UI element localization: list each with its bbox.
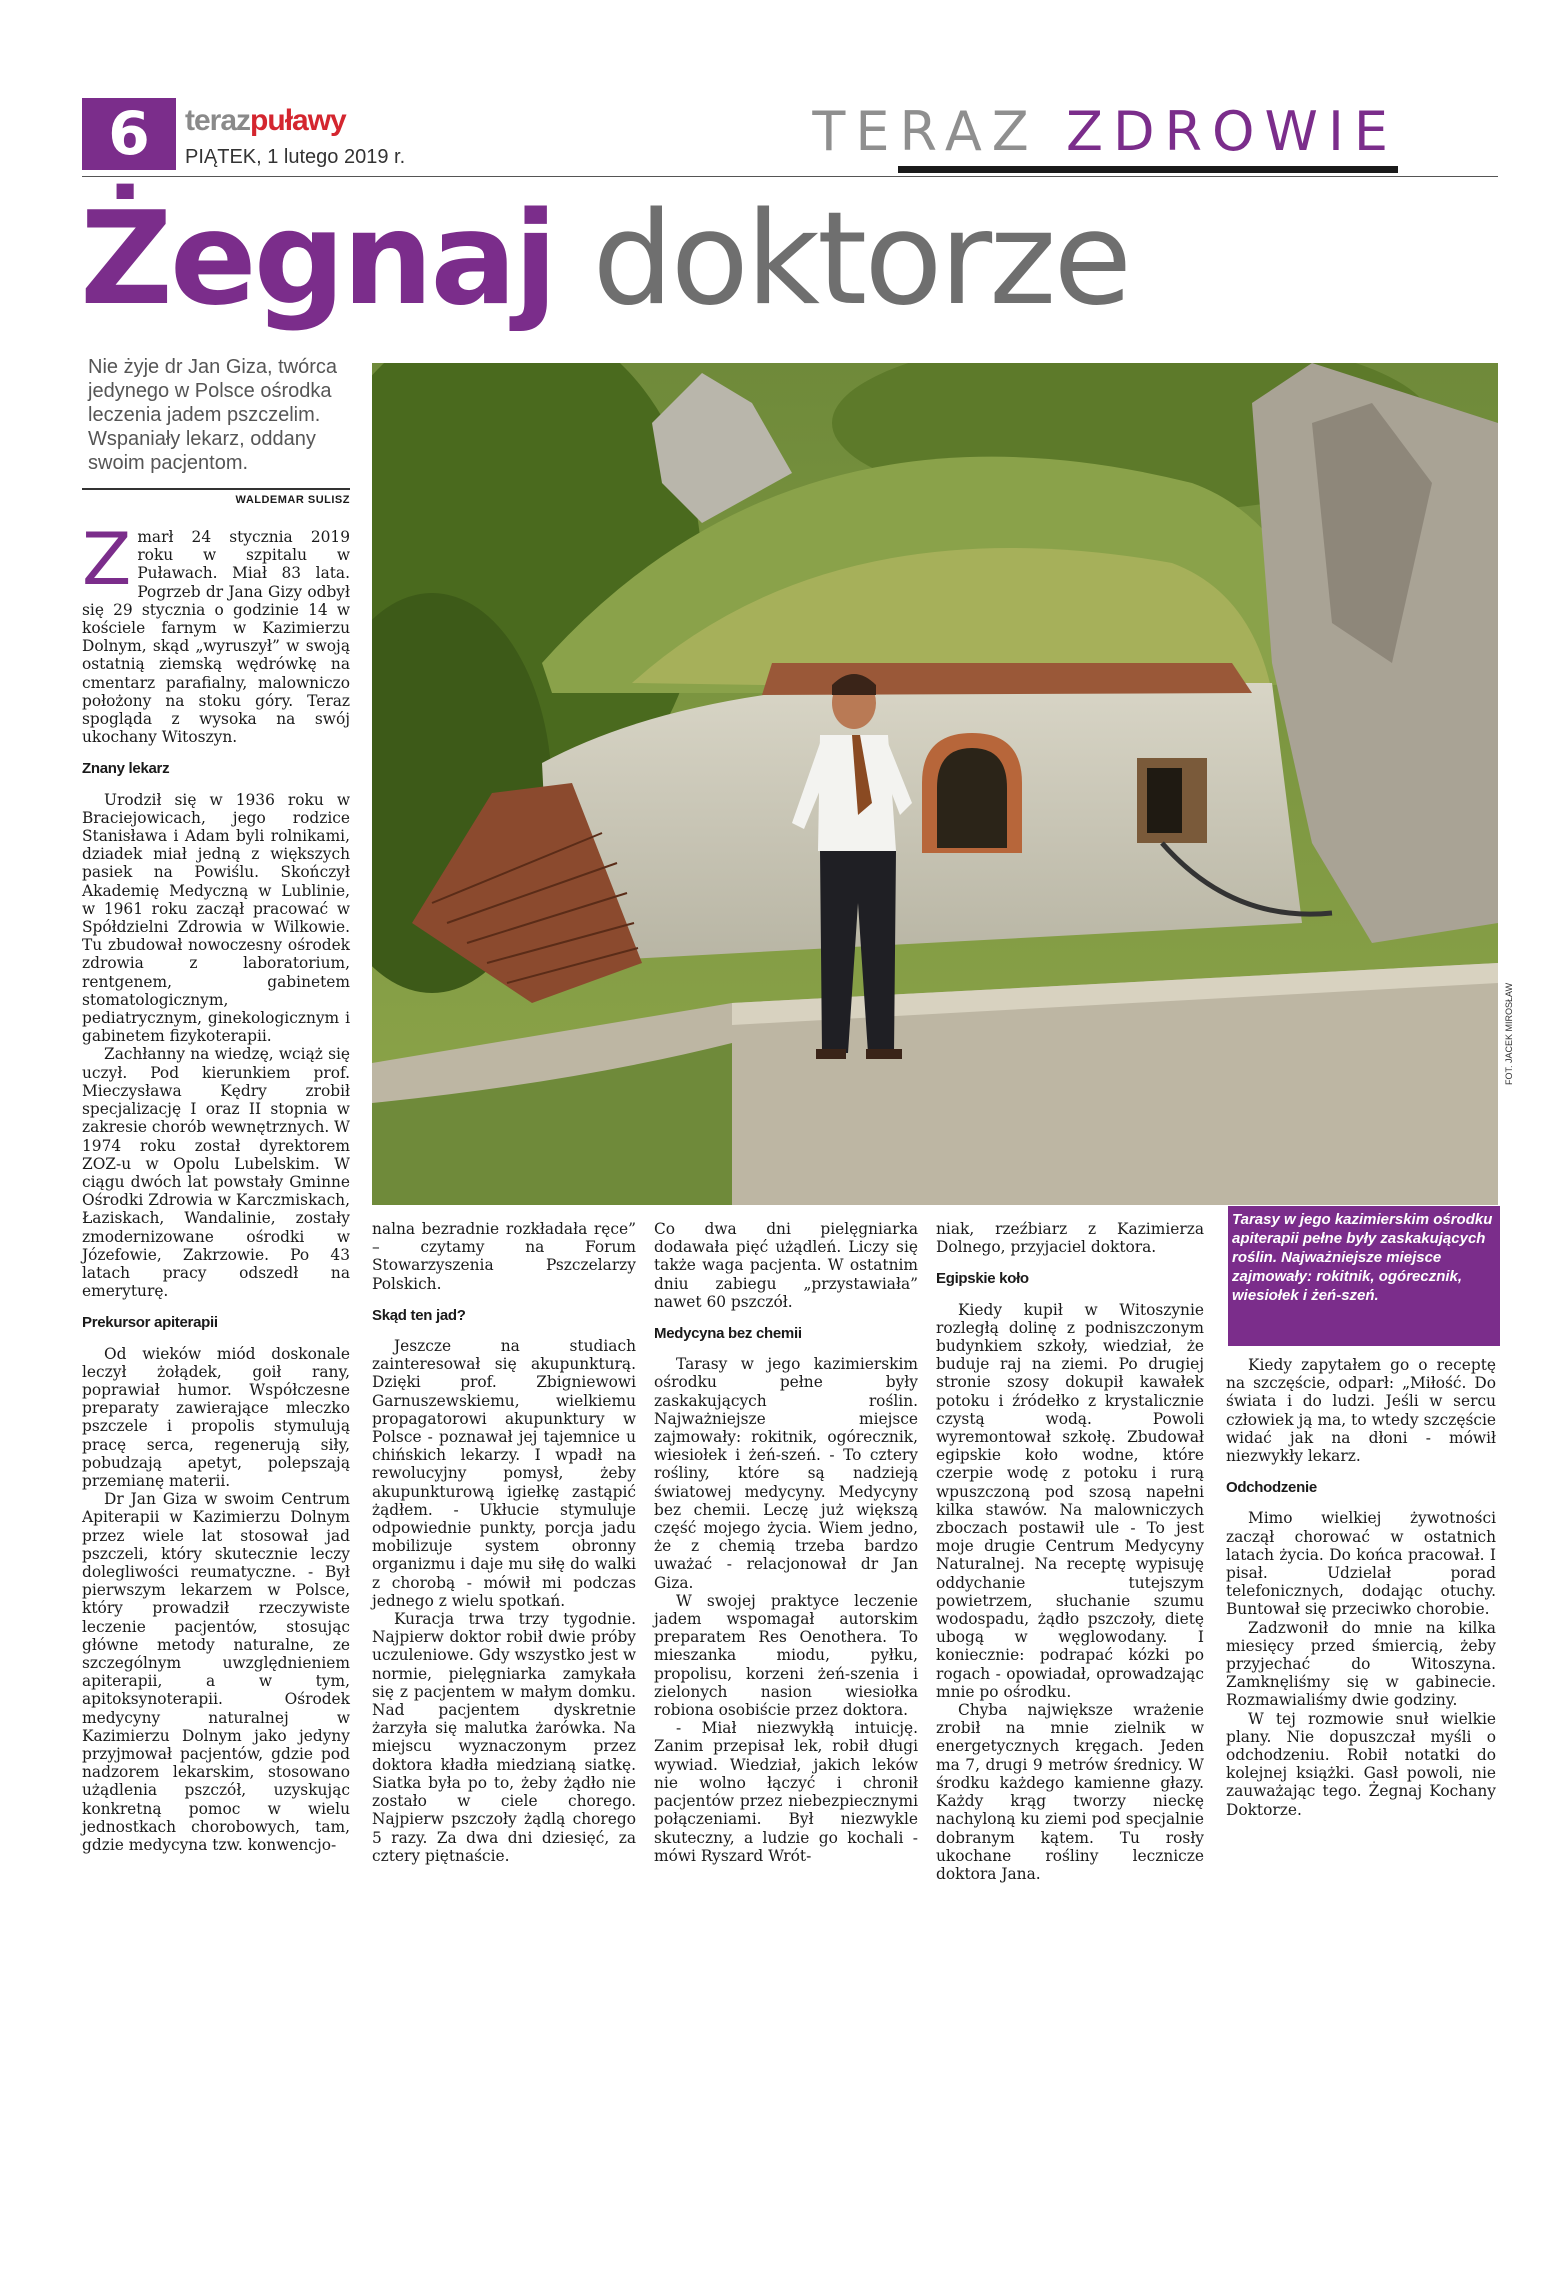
article-column-3: [654, 1220, 918, 1865]
paragraph: Zachłanny na wiedzę, wciąż się uczył. Pod kierunkiem prof. Mieczysława Kędry zrobił specjalizację I oraz II stopnia w zakresie chorób wewnętrznych. W 1974 roku został dyrektorem ZOZ-u w Opolu Lubelskim. W ciągu dwóch lat powstały Gminne Ośrodki Zdrowia w Karczmiskach, Łaziskach, Wandalinie, zostały zmodernizowane ośrodki w Józefowie, Zakrzowie. Po 43 latach pracy odszedł na emeryturę.: [82, 1045, 350, 1301]
subheading-znany: Znany lekarz: [82, 760, 170, 778]
paragraph: Chyba największe wrażenie zrobił na mnie zielnik w energetycznych kręgach. Jeden ma 7, drugi 9 metrów średnicy. W środku każdego kamienne głazy. Każdy krąg tworzy nieckę nachyloną ku ziemi pod specjalnie dobranym kątem. Tu rosły ukochane rośliny lecznicze doktora Jana.: [936, 1701, 1204, 1883]
section-title: [812, 100, 1398, 163]
brand-part1: teraz: [185, 104, 251, 137]
section-part1: TERAZ: [812, 100, 1039, 163]
paragraph: Kuracja trwa trzy tygodnie. Najpierw doktor robił dwie próby uczuleniowe. Gdy wszystko jest w normie, pielęgniarka zamykała się z pacjentem w małym domku. Nad pacjentem dyskretnie żarzyła się malutka żarówka. Na miejscu wyznaczonym przez doktora kładła miedzianą siatkę. Siatka była po to, żeby żądło nie zostało w ciele chorego. Najpierw pszczoły żądlą chorego 5 razy. Za dwa dni dziesięć, za cztery piętnaście.: [372, 1610, 636, 1865]
paragraph: Urodził się w 1936 roku w Braciejowicach, jego rodzice Stanisława i Adam byli rolnikami, dziadek miał jedną z większych pasiek na Powiślu. Skończył Akademię Medyczną w Lublinie, w 1961 roku zaczął pracować w Spółdzielni Zdrowia w Wilkowie. Tu zbudował nowoczesny ośrodek zdrowia z laboratorium, rentgenem, gabinetem stomatologicznym, pediatrycznym, ginekologicznym i gabinetem fizykoterapii.: [82, 790, 350, 1046]
article-column-2: [372, 1220, 636, 1865]
header-rule: [82, 176, 1498, 177]
article-column-1: [82, 517, 350, 1855]
paragraph: Mimo wielkiej żywotności zaczął chorować w ostatnich latach życia. Do końca pracował. I pisał. Udzielał porad telefonicznych, dodając otuchy. Buntował się przeciwko chorobie.: [1226, 1509, 1496, 1619]
paragraph: Dr Jan Giza w swoim Centrum Apiterapii w Kazimierzu Dolnym przez wiele lat stosował jad pszczeli, który skutecznie leczy dolegliwości reumatyczne. - Był pierwszym lekarzem w Polsce, który prowadził rzeczywiste leczenie pacjentów, stosując główne metody naturalne, ze szczególnym uwzględnieniem apiterapii, a w tym, apitoksynoterapii. Ośrodek medycyny naturalnej w Kazimierzu Dolnym jako jedyny przyjmował pacjentów, gdzie pod nadzorem lekarskim, stosowano użądlenia pszczół, uzyskując konkretną pomoc w wielu jednostkach chorobowych, tam, gdzie medycyna tzw. konwencjo-: [82, 1490, 350, 1855]
lead-rule: [82, 488, 350, 490]
photo-credit: FOT. JACEK MIROSŁAW: [1504, 982, 1514, 1085]
paragraph: Kiedy kupił w Witoszynie rozległą dolinę z podniszczonym budynkiem szkoły, wiedział, że buduje raj na ziemi. Po drugiej stronie szosy dokupił kawałek potoku i źródełko z krystalicznie czystą wodą. Powoli wyremontował szkołę. Zbudował egipskie koło wodne, które czerpie wodę z potoku i rurą wpuszczoną pod szosą napełni kilka stawów. Na malowniczych zboczach postawił ule - To jest moje drugie Centrum Medycyny Naturalnej. Na receptę wypisuję oddychanie tutejszym powietrzem, słuchanie szumu wodospadu, żądło pszczoły, dietę ubogą w węglowodany. I koniecznie: podrapać kózki po rogach - opowiadał, oprowadzając mnie po ośrodku.: [936, 1300, 1204, 1701]
drop-cap: Z: [82, 517, 132, 601]
page-number: 6: [82, 98, 176, 170]
subheading-odchodzenie: Odchodzenie: [1226, 1479, 1317, 1497]
subheading-egipskie: Egipskie koło: [936, 1270, 1029, 1288]
photo-caption: Tarasy w jego kazimierskim ośrodku apiterapii pełne były zaskakujących roślin. Najważniejsze miejsce zajmowały: rokitnik, ogórecznik, wiesiołek i żeń-szeń.: [1228, 1206, 1500, 1346]
headline-part1: Żegnaj: [80, 185, 555, 334]
subheading-skad: Skąd ten jad?: [372, 1306, 466, 1324]
section-part2: ZDROWIE: [1065, 100, 1398, 163]
subheading-medycyna: Medycyna bez chemii: [654, 1325, 802, 1343]
paragraph: Od wieków miód doskonale leczył żołądek, goił rany, poprawiał humor. Współczesne preparaty zawierające mleczko pszczele i propolis stymulują pracę serca, regenerują siły, pobudzają apetyt, polepszają przemianę materii.: [82, 1344, 350, 1490]
article-column-4: [936, 1220, 1204, 1883]
section-underline: [898, 166, 1398, 173]
paragraph: - Miał niezwykłą intuicję. Zanim przepisał lek, robił długi wywiad. Wiedział, jakich leków nie wolno łączyć i chronił pacjentów przez niebezpiecznymi połączeniami. Był niezwykle skuteczny, a ludzie go kochali - mówi Ryszard Wrót-: [654, 1719, 918, 1865]
paragraph: Tarasy w jego kazimierskim ośrodku pełne były zaskakujących roślin. Najważniejsze miejsce zajmowały: rokitnik, ogórecznik, wiesiołek i żeń-szeń. - To cztery rośliny, które są nadzieją światowej medycyny. Medycyny bez chemii. Leczę już większą część mojego życia. Wiem jedno, że z chemią trzeba bardzo uważać - relacjonował dr Jan Giza.: [654, 1355, 918, 1592]
paragraph: W swojej praktyce leczenie jadem wspomagał autorskim preparatem Res Oenothera. To mieszanka miodu, pyłku, propolisu, korzeni żeń-szenia i zielonych nasion wiesiołka robiona osobiście przez doktora.: [654, 1591, 918, 1720]
article-headline: [80, 185, 1130, 334]
paragraph: niak, rzeźbiarz z Kazimierza Dolnego, przyjaciel doktora.: [936, 1220, 1204, 1257]
paragraph: Jeszcze na studiach zainteresował się akupunkturą. Dzięki prof. Zbigniewowi Garnuszewskiemu, wielkiemu propagatorowi akupunktury w Polsce - poznawał jej tajemnice u chińskich lekarzy. I wpadł na rewolucyjny pomysł, żeby akupunkturową igiełkę zastąpić żądłem. - Ukłucie stymuluje odpowiednie punkty, porcja jadu mobilizuje system obronny organizmu i daje mu siłę do walki z chorobą - mówił mi podczas jednego z wielu spotkań.: [372, 1337, 636, 1610]
paragraph: nalna bezradnie rozkładała ręce” – czytamy na Forum Stowarzyszenia Pszczelarzy Polskich.: [372, 1220, 636, 1293]
intro-paragraph: [82, 517, 350, 747]
paragraph: Co dwa dni pielęgniarka dodawała pięć użądleń. Liczy się także waga pacjenta. W ostatnim dniu zabiegu „przystawiała” nawet 60 pszczół.: [654, 1220, 918, 1311]
photo-doctor-at-stone-house: [372, 363, 1498, 1205]
headline-part2: doktorze: [592, 185, 1130, 334]
intro-text: marł 24 stycznia 2019 roku w szpitalu w Puławach. Miał 83 lata. Pogrzeb dr Jana Gizy odbył się 29 stycznia o godzinie 14 w kościele farnym w Kazimierzu Dolnym, skąd „wyruszył” w swoją ostatnią ziemską wędrówkę na cmentarz parafialny, malowniczo położony na stoku góry. Teraz spogląda z wysoka na swój ukochany Witoszyn.: [82, 528, 350, 747]
newspaper-logo: [185, 104, 346, 138]
paragraph: Zadzwonił do mnie na kilka miesięcy przed śmiercią, żeby przyjechać do Witoszyna. Zamknęliśmy się w gabinecie. Rozmawialiśmy dwie godziny.: [1226, 1618, 1496, 1710]
article-photo: [372, 363, 1498, 1205]
issue-date: PIĄTEK, 1 lutego 2019 r.: [185, 146, 406, 168]
article-lead: Nie żyje dr Jan Giza, twórca jedynego w Polsce ośrodka leczenia jadem pszczelim. Wspaniały lekarz, oddany swoim pacjentom.: [88, 356, 337, 474]
article-column-5: [1226, 1356, 1496, 1819]
author-byline: WALDEMAR SULISZ: [235, 494, 350, 506]
subheading-prekursor: Prekursor apiterapii: [82, 1314, 218, 1332]
brand-part2: puławy: [250, 104, 346, 137]
paragraph: Kiedy zapytałem go o receptę na szczęście, odparł: „Miłość. Do świata i do ludzi. Jeśli w sercu człowiek ją ma, to wtedy szczęście widać jak na dłoni - mówił niezwykły lekarz.: [1226, 1356, 1496, 1466]
paragraph: W tej rozmowie snuł wielkie plany. Nie dopuszczał myśli o odchodzeniu. Robił notatki do kolejnej książki. Gasł powoli, nie zauważając tego. Żegnaj Kochany Doktorze.: [1226, 1709, 1496, 1819]
